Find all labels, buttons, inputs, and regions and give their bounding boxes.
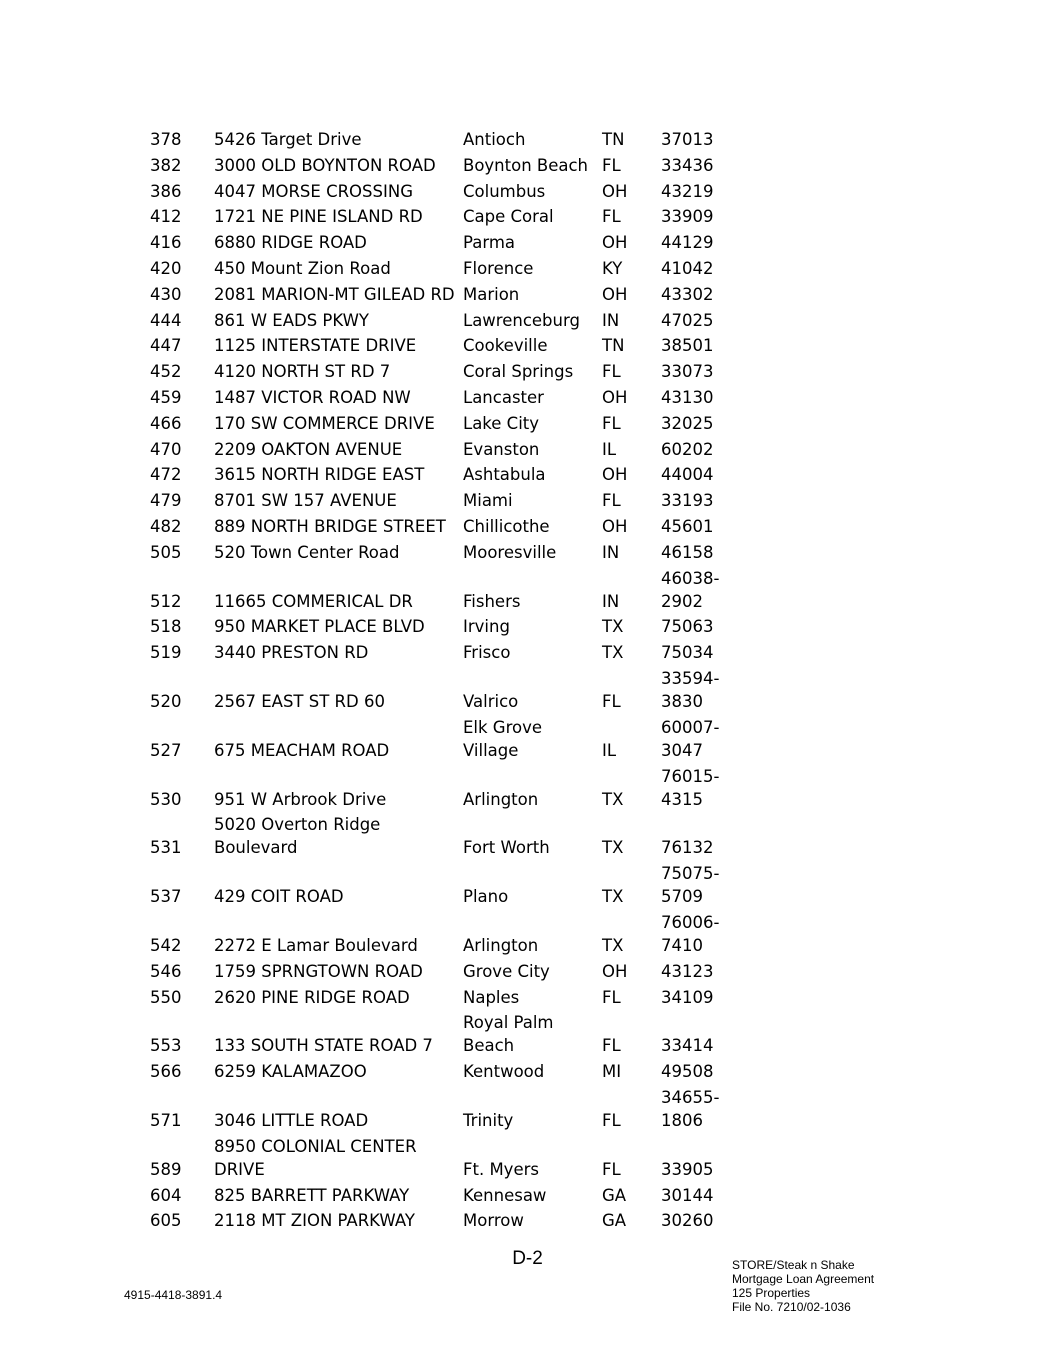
property-table [150, 128, 750, 1235]
state: FL [602, 491, 621, 511]
zip-code: 34109 [661, 987, 714, 1007]
table-row [150, 154, 750, 180]
table-row [150, 1135, 750, 1184]
city: Marion [463, 284, 520, 304]
table-row [150, 615, 750, 641]
zip-code: 38501 [661, 336, 714, 356]
city: Plano [463, 887, 509, 907]
store-number: 566 [150, 1062, 182, 1082]
street-address: 950 MARKET PLACE BLVD [214, 617, 425, 637]
table-row [150, 360, 750, 386]
store-number: 452 [150, 362, 182, 382]
state: TX [602, 935, 624, 955]
city: Ashtabula [463, 465, 546, 485]
street-address: 2620 PINE RIDGE ROAD [214, 987, 410, 1007]
state: FL [602, 207, 621, 227]
zip-code: 75063 [661, 617, 714, 637]
state: TX [602, 789, 624, 809]
zip-code: 30260 [661, 1211, 714, 1231]
state: IL [602, 439, 617, 459]
city: Trinity [463, 1110, 514, 1130]
street-address: 3440 PRESTON RD [214, 643, 369, 663]
zip-code: 44004 [661, 465, 714, 485]
table-row [150, 283, 750, 309]
footer-line-properties: 125 Properties [732, 1286, 811, 1300]
zip-code: 30144 [661, 1185, 714, 1205]
city: Fishers [463, 591, 521, 611]
city: Morrow [463, 1211, 524, 1231]
city: Valrico [463, 691, 519, 711]
state: FL [602, 362, 621, 382]
state: FL [602, 413, 621, 433]
street-address: 1125 INTERSTATE DRIVE [214, 336, 417, 356]
table-row [150, 128, 750, 154]
store-number: 459 [150, 387, 182, 407]
city: Lake City [463, 413, 540, 433]
street-address: 429 COIT ROAD [214, 887, 344, 907]
street-address: 133 SOUTH STATE ROAD 7 [214, 1036, 433, 1056]
zip-code: 33193 [661, 491, 714, 511]
city: Parma [463, 233, 515, 253]
table-row [150, 667, 750, 716]
zip-code: 46038- 2902 [661, 568, 720, 611]
state: IN [602, 591, 620, 611]
state: GA [602, 1211, 627, 1231]
store-number: 605 [150, 1211, 182, 1231]
store-number: 550 [150, 987, 182, 1007]
city: Ft. Myers [463, 1159, 539, 1179]
store-number: 527 [150, 740, 182, 760]
zip-code: 34655- 1806 [661, 1087, 720, 1130]
table-row [150, 463, 750, 489]
city: Miami [463, 491, 513, 511]
store-number: 553 [150, 1036, 182, 1056]
city: Columbus [463, 181, 546, 201]
store-number: 512 [150, 591, 182, 611]
street-address: 6880 RIDGE ROAD [214, 233, 367, 253]
city: Fort Worth [463, 838, 550, 858]
store-number: 520 [150, 691, 182, 711]
street-address: 3000 OLD BOYNTON ROAD [214, 155, 436, 175]
zip-code: 43123 [661, 961, 714, 981]
city: Kennesaw [463, 1185, 547, 1205]
zip-code: 43302 [661, 284, 714, 304]
store-number: 482 [150, 516, 182, 536]
city: Coral Springs [463, 362, 574, 382]
store-number: 472 [150, 465, 182, 485]
state: OH [602, 387, 628, 407]
state: OH [602, 233, 628, 253]
store-number: 531 [150, 838, 182, 858]
state: OH [602, 181, 628, 201]
store-number: 519 [150, 643, 182, 663]
zip-code: 44129 [661, 233, 714, 253]
store-number: 386 [150, 181, 182, 201]
zip-code: 33436 [661, 155, 714, 175]
city: Grove City [463, 961, 550, 981]
city: Cape Coral [463, 207, 554, 227]
footer-line-file-number: File No. 7210/02-1036 [732, 1300, 851, 1314]
table-row [150, 1184, 750, 1210]
state: FL [602, 1036, 621, 1056]
zip-code: 60007- 3047 [661, 717, 720, 760]
zip-code: 45601 [661, 516, 714, 536]
store-number: 604 [150, 1185, 182, 1205]
store-number: 444 [150, 310, 182, 330]
state: OH [602, 961, 628, 981]
street-address: 4047 MORSE CROSSING [214, 181, 413, 201]
table-row [150, 1086, 750, 1135]
table-row [150, 334, 750, 360]
table-row [150, 489, 750, 515]
store-number: 542 [150, 935, 182, 955]
zip-code: 60202 [661, 439, 714, 459]
table-row [150, 813, 750, 862]
store-number: 420 [150, 258, 182, 278]
table-row [150, 180, 750, 206]
state: OH [602, 465, 628, 485]
street-address: 825 BARRETT PARKWAY [214, 1185, 410, 1205]
street-address: 8950 COLONIAL CENTER DRIVE [214, 1136, 417, 1179]
footer-reference [732, 1258, 874, 1314]
state: OH [602, 284, 628, 304]
table-row [150, 765, 750, 814]
state: TX [602, 617, 624, 637]
street-address: 6259 KALAMAZOO [214, 1062, 367, 1082]
street-address: 889 NORTH BRIDGE STREET [214, 516, 446, 536]
state: FL [602, 691, 621, 711]
city: Elk Grove Village [463, 717, 543, 760]
store-number: 518 [150, 617, 182, 637]
zip-code: 33905 [661, 1159, 714, 1179]
table-row [150, 309, 750, 335]
street-address: 1487 VICTOR ROAD NW [214, 387, 411, 407]
state: TN [602, 130, 625, 149]
zip-code: 49508 [661, 1062, 714, 1082]
store-number: 378 [150, 130, 182, 149]
table-row [150, 515, 750, 541]
table-row [150, 541, 750, 567]
table-row [150, 1011, 750, 1060]
street-address: 675 MEACHAM ROAD [214, 740, 390, 760]
zip-code: 41042 [661, 258, 714, 278]
city: Florence [463, 258, 534, 278]
street-address: 11665 COMMERICAL DR [214, 591, 413, 611]
street-address: 2081 MARION-MT GILEAD RD [214, 284, 455, 304]
city: Evanston [463, 439, 540, 459]
street-address: 3046 LITTLE ROAD [214, 1110, 369, 1130]
table-row [150, 986, 750, 1012]
zip-code: 76006- 7410 [661, 912, 720, 955]
table-row [150, 412, 750, 438]
state: MI [602, 1062, 622, 1082]
zip-code: 33073 [661, 362, 714, 382]
store-number: 470 [150, 439, 182, 459]
store-number: 447 [150, 336, 182, 356]
state: IL [602, 740, 617, 760]
state: OH [602, 516, 628, 536]
store-number: 466 [150, 413, 182, 433]
table-row [150, 257, 750, 283]
state: FL [602, 155, 621, 175]
street-address: 861 W EADS PKWY [214, 310, 370, 330]
zip-code: 33594- 3830 [661, 668, 720, 711]
state: TX [602, 887, 624, 907]
store-number: 530 [150, 789, 182, 809]
page-number: D-2 [512, 1248, 543, 1269]
zip-code: 43130 [661, 387, 714, 407]
store-number: 430 [150, 284, 182, 304]
zip-code: 76132 [661, 838, 714, 858]
store-number: 416 [150, 233, 182, 253]
city: Irving [463, 617, 510, 637]
store-number: 546 [150, 961, 182, 981]
table-row [150, 1209, 750, 1235]
street-address: 170 SW COMMERCE DRIVE [214, 413, 435, 433]
state: GA [602, 1185, 627, 1205]
city: Royal Palm Beach [463, 1013, 554, 1056]
city: Lancaster [463, 387, 544, 407]
zip-code: 75034 [661, 643, 714, 663]
store-number: 589 [150, 1159, 182, 1179]
street-address: 520 Town Center Road [214, 542, 400, 562]
zip-code: 46158 [661, 542, 714, 562]
zip-code: 43219 [661, 181, 714, 201]
street-address: 3615 NORTH RIDGE EAST [214, 465, 425, 485]
state: TX [602, 838, 624, 858]
city: Lawrenceburg [463, 310, 580, 330]
document-id: 4915-4418-3891.4 [124, 1288, 223, 1302]
street-address: 5020 Overton Ridge Boulevard [214, 815, 381, 858]
street-address: 450 Mount Zion Road [214, 258, 391, 278]
table-row [150, 386, 750, 412]
street-address: 1759 SPRNGTOWN ROAD [214, 961, 423, 981]
table-row [150, 862, 750, 911]
table-row [150, 960, 750, 986]
state: FL [602, 1110, 621, 1130]
state: FL [602, 987, 621, 1007]
store-number: 382 [150, 155, 182, 175]
street-address: 2209 OAKTON AVENUE [214, 439, 403, 459]
city: Arlington [463, 789, 539, 809]
city: Frisco [463, 643, 511, 663]
zip-code: 33414 [661, 1036, 714, 1056]
table-row [150, 567, 750, 616]
table-row [150, 716, 750, 765]
city: Cookeville [463, 336, 548, 356]
city: Antioch [463, 130, 526, 149]
store-number: 412 [150, 207, 182, 227]
table-row [150, 911, 750, 960]
footer-line-agreement: Mortgage Loan Agreement [732, 1272, 875, 1286]
store-number: 571 [150, 1110, 182, 1130]
street-address: 2567 EAST ST RD 60 [214, 691, 385, 711]
state: TX [602, 643, 624, 663]
table-row [150, 1060, 750, 1086]
street-address: 4120 NORTH ST RD 7 [214, 362, 391, 382]
store-number: 479 [150, 491, 182, 511]
street-address: 2118 MT ZION PARKWAY [214, 1211, 415, 1231]
city: Boynton Beach [463, 155, 589, 175]
state: IN [602, 542, 620, 562]
street-address: 5426 Target Drive [214, 130, 362, 149]
state: KY [602, 258, 623, 278]
table-row [150, 231, 750, 257]
city: Chillicothe [463, 516, 550, 536]
street-address: 8701 SW 157 AVENUE [214, 491, 397, 511]
table-row [150, 438, 750, 464]
zip-code: 32025 [661, 413, 714, 433]
table-row [150, 641, 750, 667]
street-address: 951 W Arbrook Drive [214, 789, 387, 809]
store-number: 537 [150, 887, 182, 907]
store-number: 505 [150, 542, 182, 562]
footer-line-company: STORE/Steak n Shake [732, 1258, 855, 1272]
zip-code: 37013 [661, 130, 714, 149]
street-address: 2272 E Lamar Boulevard [214, 935, 418, 955]
zip-code: 33909 [661, 207, 714, 227]
street-address: 1721 NE PINE ISLAND RD [214, 207, 423, 227]
table-row [150, 205, 750, 231]
state: IN [602, 310, 620, 330]
zip-code: 47025 [661, 310, 714, 330]
city: Mooresville [463, 542, 557, 562]
state: TN [602, 336, 625, 356]
city: Arlington [463, 935, 539, 955]
zip-code: 76015- 4315 [661, 766, 720, 809]
city: Kentwood [463, 1062, 545, 1082]
zip-code: 75075- 5709 [661, 864, 720, 907]
state: FL [602, 1159, 621, 1179]
city: Naples [463, 987, 520, 1007]
